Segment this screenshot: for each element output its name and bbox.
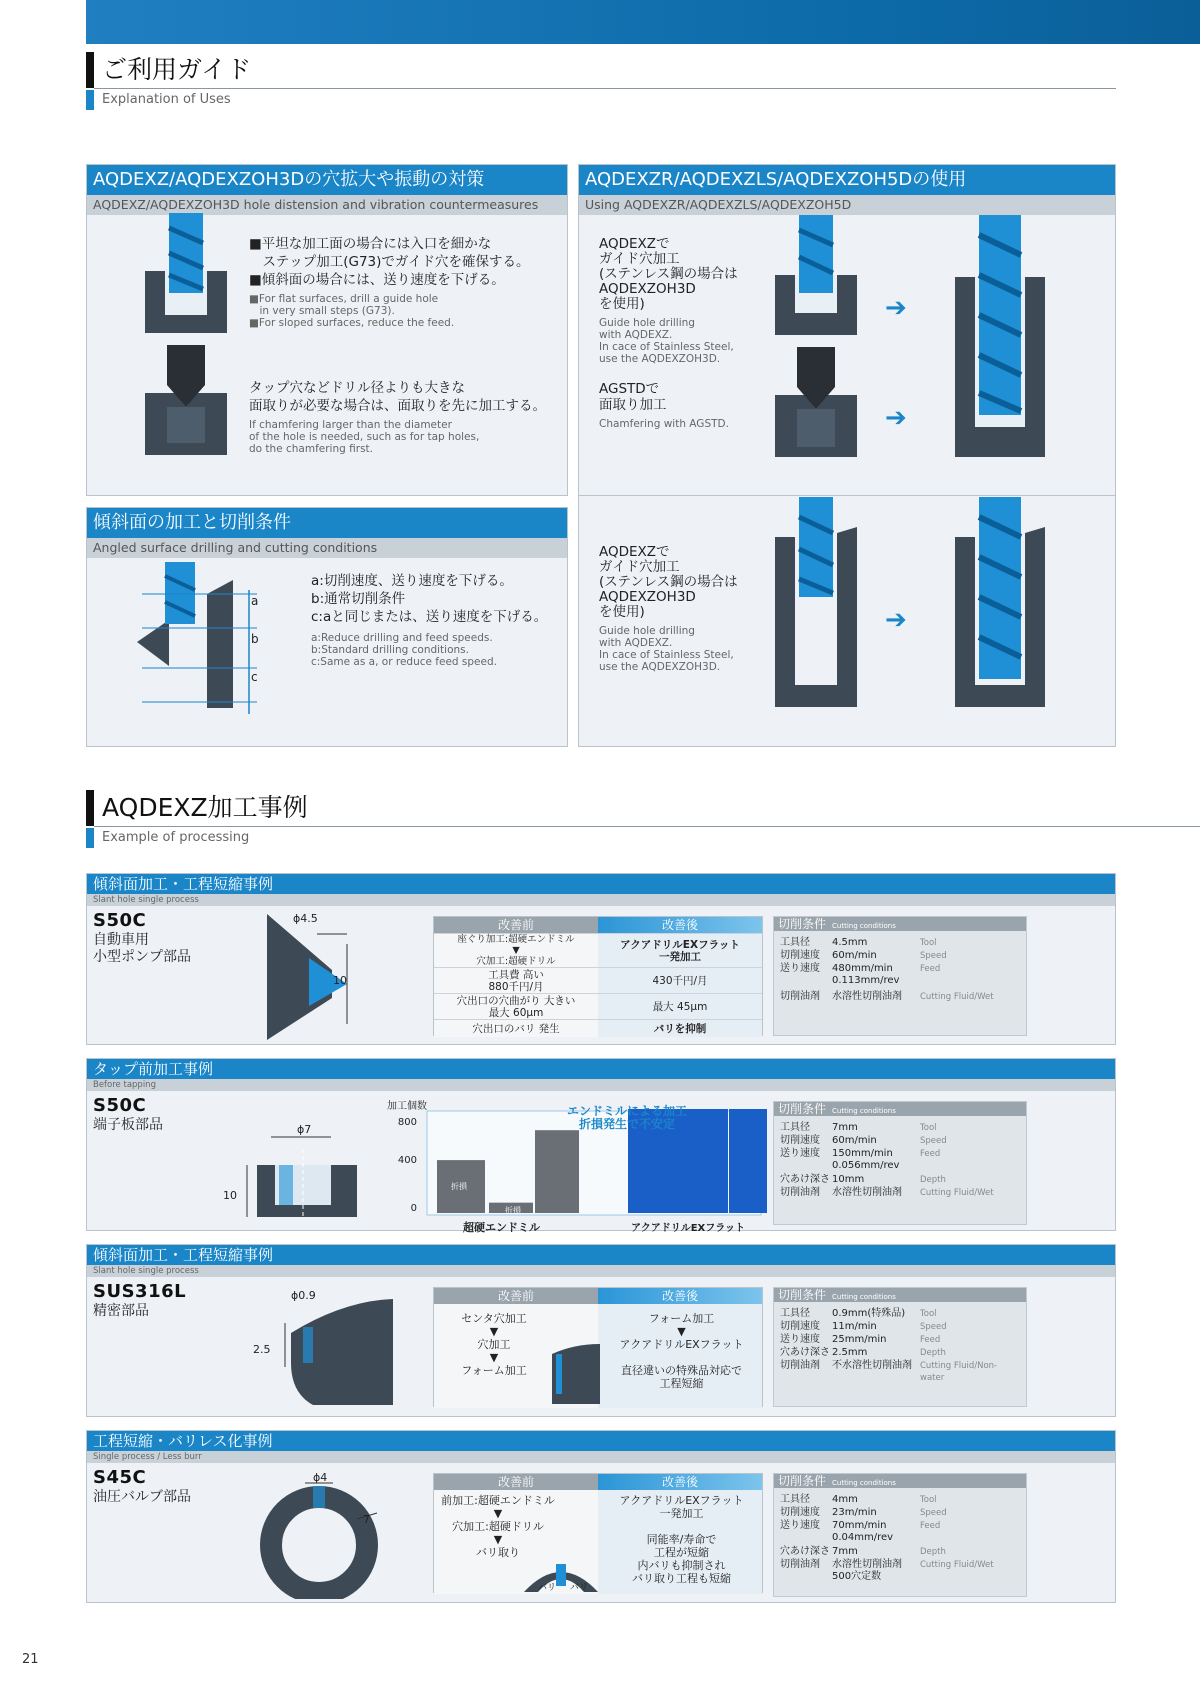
example-subtitle: Before tapping — [87, 1079, 1115, 1091]
zone-label-c: c — [251, 670, 258, 684]
chart-bar — [729, 1109, 767, 1213]
example-slant-hole-s50c — [86, 873, 1116, 1045]
height-label: 10 — [333, 974, 347, 987]
before-steps: センタ穴加工 ▼ 穴加工 ▼ フォーム加工 — [461, 1312, 527, 1377]
chamfer-figure — [145, 345, 227, 455]
example-before-tapping — [86, 1058, 1116, 1234]
guide-hole-text-jp: AQDEXZで ガイド穴加工 (ステンレス鋼の場合は AQDEXZOH3D を使用) — [599, 236, 738, 312]
angled-long-drill-figure — [955, 497, 1045, 707]
page-title: ご利用ガイド — [86, 52, 251, 88]
top-banner — [86, 0, 1200, 44]
before-after-table — [433, 916, 763, 1036]
diameter-label: ϕ4 — [313, 1471, 328, 1484]
material-label: SUS316L — [93, 1281, 187, 1302]
material-label: S50C — [93, 910, 147, 931]
guide-panel-long-drill-usage — [578, 164, 1116, 747]
height-label: 10 — [223, 1189, 237, 1202]
example-subtitle: Slant hole single process — [87, 894, 1115, 906]
diameter-label: ϕ0.9 — [291, 1289, 316, 1302]
before-cell: 座ぐり加工:超硬エンドミル ▼ 穴加工:超硬ドリル — [434, 934, 598, 968]
flat-surface-text-en: ■For flat surfaces, drill a guide hole in very small steps (G73). ■For sloped surfaces, reduce the feed. — [249, 293, 455, 329]
chart-group-label: 超硬エンドミル — [463, 1221, 540, 1234]
before-steps: 前加工:超硬エンドミル ▼ 穴加工:超硬ドリル ▼ バリ取り — [441, 1494, 555, 1559]
tapping-part-figure — [227, 1109, 357, 1219]
before-cell: 穴出口の穴曲がり 大きい 最大 60μm — [434, 994, 598, 1020]
guide-hole-text-en: Guide hole drilling with AQDEXZ. In cace of Stainless Steel, use the AQDEXZOH3D. — [599, 317, 734, 365]
arrow-right-icon: ➔ — [885, 403, 907, 433]
break-label: 折損 — [505, 1206, 521, 1215]
before-cell: 工具費 高い 880千円/月 — [434, 968, 598, 994]
angled-guide-hole-figure — [775, 497, 857, 707]
agstd-text-jp: AGSTDで 面取り加工 — [599, 381, 667, 413]
after-cell: 最大 45μm — [598, 994, 762, 1020]
chart-note: エンドミルによる加工 折損発生で不安定 — [566, 1104, 687, 1131]
panel-title: AQDEXZ/AQDEXZOH3Dの穴拡大や振動の対策 — [87, 165, 567, 195]
angled-guide-text-jp: AQDEXZで ガイド穴加工 (ステンレス鋼の場合は AQDEXZOH3D を使用) — [599, 544, 738, 620]
angled-text-en: a:Reduce drilling and feed speeds. b:Standard drilling conditions. c:Same as a, or reduce feed speed. — [311, 632, 497, 668]
chart-ylabel: 加工個数 — [387, 1101, 427, 1112]
after-header: 改善後 — [598, 1474, 762, 1490]
example-slant-hole-sus316l — [86, 1244, 1116, 1417]
page-subtitle: Explanation of Uses — [86, 90, 231, 110]
before-after-table — [433, 1287, 763, 1407]
example-title: 工程短縮・バリレス化事例 — [87, 1431, 1115, 1451]
burr-label: バリ — [570, 1583, 589, 1593]
cutting-conditions: 切削条件 Cutting conditions 工具径 4.5mm Tool 切削速度 60m/min Speed 送り速度 480mm/min 0.113mm/rev Feed 切削油剤 水溶性切削油剤 Cutting Fluid/Wet — [773, 916, 1027, 1036]
flat-surface-text-jp: ■平坦な加工面の場合には入口を細かな ステップ加工(G73)でガイド穴を確保する。 ■傾斜面の場合には、送り速度を下げる。 — [249, 236, 530, 288]
before-cell: 穴出口のバリ 発生 — [434, 1020, 598, 1037]
part-label: 精密部品 — [93, 1303, 149, 1319]
after-header: 改善後 — [598, 1288, 762, 1304]
before-header: 改善前 — [434, 1474, 598, 1490]
precision-part-figure — [263, 1293, 393, 1405]
chamfer-text-jp: タップ穴などドリル径よりも大きな 面取りが必要な場合は、面取りを先に加工する。 — [249, 380, 546, 414]
before-header: 改善前 — [434, 1288, 598, 1304]
burr-label: バリ — [538, 1583, 557, 1593]
before-after-table — [433, 1473, 763, 1593]
flat-surface-drill-figure — [145, 213, 227, 333]
after-header: 改善後 — [598, 917, 762, 933]
part-label: 油圧バルブ部品 — [93, 1489, 191, 1505]
agstd-text-en: Chamfering with AGSTD. — [599, 418, 729, 430]
panel-title: AQDEXZR/AQDEXZLS/AQDEXZOH5Dの使用 — [579, 165, 1115, 195]
guide-panel-angled-surface — [86, 507, 568, 747]
chart-group-label: アクアドリルEXフラット — [631, 1223, 746, 1234]
height-label: 2.5 — [253, 1343, 271, 1356]
diameter-label: ϕ4.5 — [293, 912, 318, 925]
after-cell: バリを抑制 — [598, 1020, 762, 1037]
break-label: 折損 — [451, 1182, 467, 1191]
form-part-mini-figure — [544, 1344, 600, 1404]
agstd-chamfer-figure — [775, 347, 857, 457]
slant-part-figure — [267, 914, 377, 1040]
angled-text-jp: a:切削速度、送り速度を下げる。 b:通常切削条件 c:aと同じまたは、送り速度を下げる。 — [311, 573, 548, 625]
after-cell: アクアドリルEXフラット 一発加工 — [598, 934, 762, 968]
chamfer-text-en: If chamfering larger than the diameter of the hole is needed, such as for tap holes, do the chamfering first. — [249, 419, 480, 455]
page-number: 21 — [22, 1652, 39, 1667]
arrow-right-icon: ➔ — [885, 293, 907, 323]
cutting-conditions: 切削条件 Cutting conditions 工具径 0.9mm(特殊品) Tool 切削速度 11m/min Speed 送り速度 25mm/min Feed 穴あけ深さ 2.5mm Depth 切削油剤 不水溶性切削油剤 Cutting Fluid/Non-water — [773, 1287, 1027, 1407]
zone-label-b: b — [251, 632, 259, 646]
y-tick-400: 400 — [397, 1155, 417, 1166]
part-label: 端子板部品 — [93, 1117, 163, 1133]
angled-guide-text-en: Guide hole drilling with AQDEXZ. In cace of Stainless Steel, use the AQDEXZOH3D. — [599, 625, 734, 673]
example-title: タップ前加工事例 — [87, 1059, 1115, 1079]
after-cell: 430千円/月 — [598, 968, 762, 994]
panel-subtitle: Angled surface drilling and cutting conditions — [87, 538, 567, 558]
example-less-burr-s45c — [86, 1430, 1116, 1603]
y-tick-800: 800 — [397, 1117, 417, 1128]
guide-panel-hole-distension — [86, 164, 568, 496]
material-label: S50C — [93, 1095, 147, 1116]
cutting-conditions: 切削条件 Cutting conditions 工具径 4mm Tool 切削速度 23m/min Speed 送り速度 70mm/min 0.04mm/rev Feed 穴あけ深さ 7mm Depth 切削油剤 水溶性切削油剤 500穴定数 Cutting Fluid/Wet — [773, 1473, 1027, 1597]
examples-subtitle: Example of processing — [86, 828, 249, 848]
arrow-right-icon: ➔ — [885, 605, 907, 635]
example-subtitle: Slant hole single process — [87, 1265, 1115, 1277]
zone-label-a: a — [251, 594, 259, 608]
height-label: 7 — [363, 1513, 370, 1526]
before-header: 改善前 — [434, 917, 598, 933]
valve-ring-figure — [257, 1479, 387, 1599]
part-label: 自動車用 小型ポンプ部品 — [93, 932, 191, 965]
after-steps: フォーム加工 ▼ アクアドリルEXフラット 直径違いの特殊品対応で 工程短縮 — [619, 1312, 744, 1390]
guide-hole-figure — [775, 215, 857, 335]
panel-title: 傾斜面の加工と切削条件 — [87, 508, 567, 538]
panel-subtitle: Using AQDEXZR/AQDEXZLS/AQDEXZOH5D — [579, 195, 1115, 215]
after-steps: アクアドリルEXフラット 一発加工 同能率/寿命で 工程が短縮 内バリも抑制され バリ取り工程も短縮 — [619, 1494, 744, 1585]
y-tick-0: 0 — [410, 1203, 417, 1214]
example-title: 傾斜面加工・工程短縮事例 — [87, 874, 1115, 894]
example-title: 傾斜面加工・工程短縮事例 — [87, 1245, 1115, 1265]
example-subtitle: Single process / Less burr — [87, 1451, 1115, 1463]
panel-subtitle: AQDEXZ/AQDEXZOH3D hole distension and vibration countermeasures — [87, 195, 567, 215]
material-label: S45C — [93, 1467, 147, 1488]
cutting-conditions: 切削条件 Cutting conditions 工具径 7mm Tool 切削速度 60m/min Speed 送り速度 150mm/min 0.056mm/rev Feed 穴あけ深さ 10mm Depth 切削油剤 水溶性切削油剤 Cutting Fluid/Wet — [773, 1101, 1027, 1225]
examples-title: AQDEXZ加工事例 — [86, 790, 308, 826]
long-drill-figure — [955, 215, 1045, 457]
diameter-label: ϕ7 — [297, 1123, 312, 1136]
chart-bar — [535, 1130, 579, 1213]
